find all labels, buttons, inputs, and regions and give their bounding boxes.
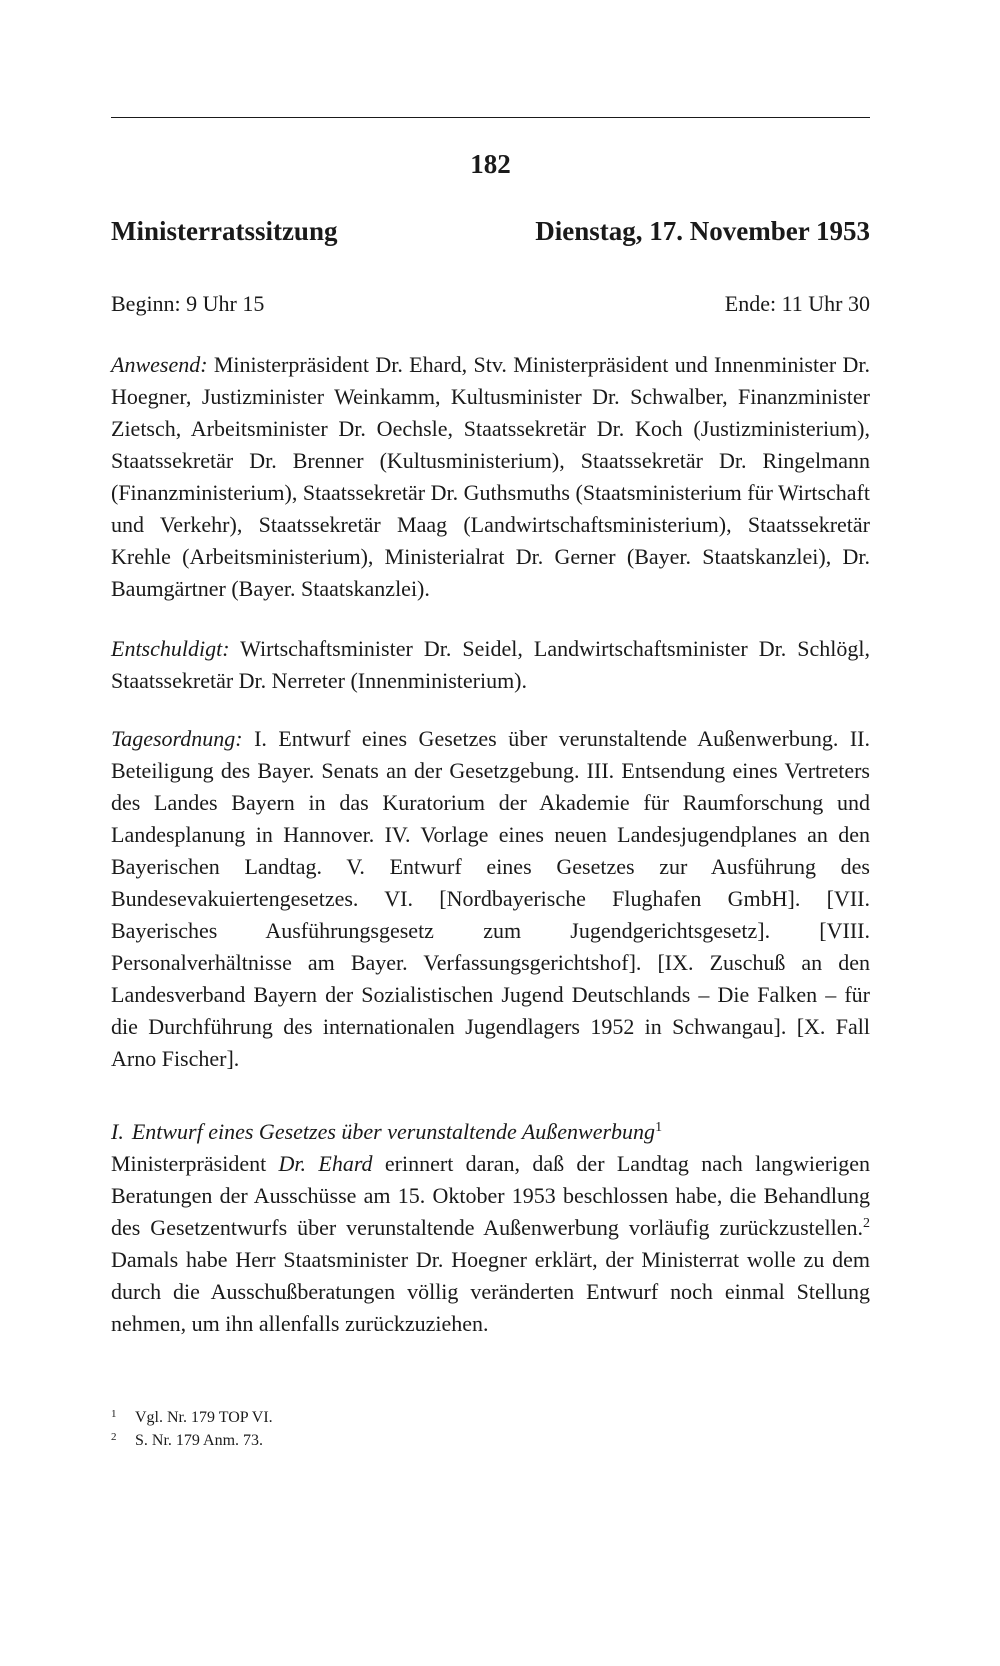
agenda-text: I. Entwurf eines Gesetzes über verunstaltende Außenwerbung. II. Beteiligung des Bayer. Senats an der Gesetzgebung. III. Entsendung eines Vertreters des Landes Bayern in das Kuratorium der Akademie für Raumforschung und Landesplanung in Hannover. IV. Vorlage eines neuen Landesjugendplanes an den Bayerischen Landtag. V. Entwurf eines Gesetzes zur Ausführung des Bundesevakuiertengesetzes. VI. [Nordbayerische Flughafen GmbH]. [VII. Bayerisches Ausführungsgesetz zum Jugendgerichtsgesetz]. [VIII. Personalverhältnisse am Bayer. Verfassungsgerichtshof]. [IX. Zuschuß an den Landesverband Bayern der Sozialistischen Jugend Deutschlands – Die Falken – für die Durchführung des internationalen Jugendlagers 1952 in Schwangau]. [X. Fall Arno Fischer]. (111, 726, 870, 1071)
footnote-ref-1[interactable]: 1 (655, 1120, 663, 1135)
page-number: 182 (470, 149, 511, 179)
session-title: Ministerratssitzung (111, 216, 338, 246)
section-number: I. (111, 1119, 124, 1144)
footnote-text: S. Nr. 179 Anm. 73. (135, 1432, 264, 1449)
attendees-text: Ministerpräsident Dr. Ehard, Stv. Ministerpräsident und Innenminister Dr. Hoegner, Justizminister Weinkamm, Kultusminister Dr. Schwalber, Finanzminister Zietsch, Arbeitsminister Dr. Oechsle, Staatssekretär Dr. Koch (Justizministerium), Staatssekretär Dr. Brenner (Kultusministerium), Staatssekretär Dr. Ringelmann (Finanzministerium), Staatssekretär Dr. Guthsmuths (Staatsministerium für Wirtschaft und Verkehr), Staatssekretär Maag (Landwirtschaftsministerium), Staatssekretär Krehle (Arbeitsministerium), Ministerialrat Dr. Gerner (Bayer. Staatskanzlei), Dr. Baumgärtner (Bayer. Staatskanzlei). (111, 352, 870, 601)
footnote-text: Vgl. Nr. 179 TOP VI. (135, 1409, 273, 1426)
footnote-ref-2[interactable]: 2 (863, 1216, 870, 1231)
title-row (111, 214, 870, 248)
agenda-paragraph (111, 723, 870, 1075)
end-time: Ende: 11 Uhr 30 (724, 291, 870, 316)
speaker-name: Dr. Ehard (278, 1151, 373, 1176)
footnote-2 (111, 1430, 870, 1453)
time-row (111, 290, 870, 318)
attendees-label: Anwesend: (111, 352, 208, 377)
footnote-marker: 2 (111, 1431, 117, 1443)
session-date: Dienstag, 17. November 1953 (535, 216, 870, 246)
section-title: Entwurf eines Gesetzes über verunstaltende Außenwerbung (131, 1119, 656, 1144)
footnote-marker: 1 (111, 1408, 117, 1420)
footnotes (111, 1407, 870, 1453)
excused-label: Entschuldigt: (111, 636, 230, 661)
body-text: erinnert daran, daß der Landtag nach langwierigen Beratungen der Ausschüsse am 15. Oktober 1953 beschlossen habe, die Behandlung des Gesetzentwurfs über verunstaltende Außenwerbung vorläufig zurückzustellen. (111, 1151, 870, 1240)
footnote-1 (111, 1407, 870, 1430)
begin-time: Beginn: 9 Uhr 15 (111, 291, 265, 316)
attendees-paragraph (111, 349, 870, 605)
excused-text: Wirtschaftsminister Dr. Seidel, Landwirtschaftsminister Dr. Schlögl, Staatssekretär Dr. Nerreter (Innenministerium). (111, 636, 870, 693)
body-text: Damals habe Herr Staatsminister Dr. Hoegner erklärt, der Ministerrat wolle zu dem durch die Ausschußberatungen völlig veränderten Entwurf noch einmal Stellung nehmen, um ihn allenfalls zurückzuziehen. (111, 1247, 870, 1336)
header-rule (111, 117, 870, 118)
agenda-label: Tagesordnung: (111, 726, 243, 751)
body-text: Ministerpräsident (111, 1151, 279, 1176)
excused-paragraph (111, 633, 870, 697)
section-body (111, 1148, 870, 1340)
section-heading (111, 1117, 870, 1147)
